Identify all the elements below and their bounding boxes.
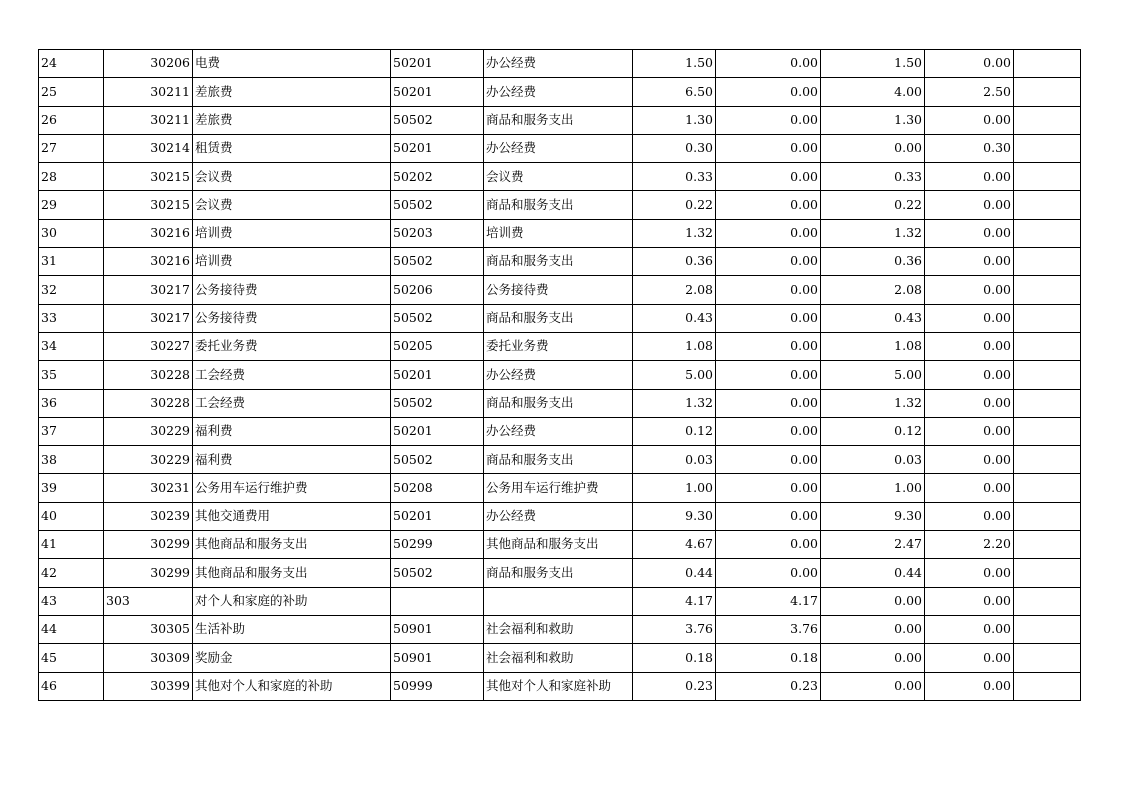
amount-public: 1.32 <box>821 389 925 417</box>
table-row <box>39 78 1081 106</box>
amount-other: 0.00 <box>925 276 1014 304</box>
amount-basic: 0.00 <box>716 304 821 332</box>
amount-total: 0.22 <box>633 191 716 219</box>
amount-total: 0.36 <box>633 248 716 276</box>
empty-cell <box>1014 474 1081 502</box>
table-row <box>39 389 1081 417</box>
row-number: 39 <box>39 474 104 502</box>
amount-basic: 0.00 <box>716 531 821 559</box>
economic-category-name: 福利费 <box>193 417 391 445</box>
amount-total: 0.18 <box>633 644 716 672</box>
amount-total: 0.12 <box>633 417 716 445</box>
row-number: 27 <box>39 134 104 162</box>
gov-category-name: 办公经费 <box>484 134 633 162</box>
table-row <box>39 615 1081 643</box>
economic-category-code: 30214 <box>104 134 193 162</box>
row-number: 30 <box>39 219 104 247</box>
table-row <box>39 672 1081 700</box>
amount-total: 1.00 <box>633 474 716 502</box>
gov-category-code: 50205 <box>391 332 484 360</box>
gov-category-name: 商品和服务支出 <box>484 559 633 587</box>
economic-category-code: 30206 <box>104 50 193 78</box>
economic-category-name: 奖励金 <box>193 644 391 672</box>
table-row <box>39 191 1081 219</box>
amount-other: 0.00 <box>925 417 1014 445</box>
amount-total: 6.50 <box>633 78 716 106</box>
amount-other: 0.00 <box>925 304 1014 332</box>
amount-other: 0.00 <box>925 361 1014 389</box>
gov-category-name: 办公经费 <box>484 361 633 389</box>
empty-cell <box>1014 134 1081 162</box>
economic-category-name: 工会经费 <box>193 361 391 389</box>
gov-category-code: 50901 <box>391 615 484 643</box>
amount-public: 0.12 <box>821 417 925 445</box>
row-number: 45 <box>39 644 104 672</box>
amount-public: 0.36 <box>821 248 925 276</box>
gov-category-name: 社会福利和救助 <box>484 615 633 643</box>
empty-cell <box>1014 78 1081 106</box>
economic-category-name: 其他商品和服务支出 <box>193 559 391 587</box>
economic-category-name: 会议费 <box>193 191 391 219</box>
empty-cell <box>1014 50 1081 78</box>
amount-public: 4.00 <box>821 78 925 106</box>
amount-other: 0.00 <box>925 587 1014 615</box>
table-row <box>39 474 1081 502</box>
gov-category-name: 商品和服务支出 <box>484 106 633 134</box>
row-number: 26 <box>39 106 104 134</box>
amount-other: 0.00 <box>925 446 1014 474</box>
table-row <box>39 134 1081 162</box>
economic-category-code: 30299 <box>104 531 193 559</box>
amount-basic: 3.76 <box>716 615 821 643</box>
empty-cell <box>1014 106 1081 134</box>
amount-total: 0.23 <box>633 672 716 700</box>
amount-public: 0.22 <box>821 191 925 219</box>
amount-other: 0.00 <box>925 644 1014 672</box>
amount-public: 0.03 <box>821 446 925 474</box>
amount-other: 0.00 <box>925 50 1014 78</box>
table-row <box>39 559 1081 587</box>
amount-public: 1.32 <box>821 219 925 247</box>
gov-category-code: 50201 <box>391 502 484 530</box>
table-row <box>39 446 1081 474</box>
table-row <box>39 50 1081 78</box>
amount-other: 0.00 <box>925 559 1014 587</box>
gov-category-code: 50502 <box>391 191 484 219</box>
amount-basic: 0.23 <box>716 672 821 700</box>
gov-category-code: 50201 <box>391 134 484 162</box>
amount-basic: 0.00 <box>716 502 821 530</box>
empty-cell <box>1014 219 1081 247</box>
economic-category-name: 公务接待费 <box>193 276 391 304</box>
row-number: 43 <box>39 587 104 615</box>
gov-category-name: 公务用车运行维护费 <box>484 474 633 502</box>
amount-basic: 0.00 <box>716 332 821 360</box>
economic-category-name: 工会经费 <box>193 389 391 417</box>
amount-total: 0.03 <box>633 446 716 474</box>
gov-category-code: 50201 <box>391 50 484 78</box>
gov-category-code: 50502 <box>391 304 484 332</box>
empty-cell <box>1014 332 1081 360</box>
amount-other: 0.00 <box>925 191 1014 219</box>
gov-category-code: 50208 <box>391 474 484 502</box>
gov-category-code: 50502 <box>391 106 484 134</box>
amount-public: 0.44 <box>821 559 925 587</box>
gov-category-name: 办公经费 <box>484 78 633 106</box>
row-number: 41 <box>39 531 104 559</box>
empty-cell <box>1014 361 1081 389</box>
row-number: 42 <box>39 559 104 587</box>
economic-category-code: 30309 <box>104 644 193 672</box>
table-row <box>39 644 1081 672</box>
row-number: 46 <box>39 672 104 700</box>
gov-category-code: 50999 <box>391 672 484 700</box>
economic-category-code: 30299 <box>104 559 193 587</box>
amount-public: 0.00 <box>821 134 925 162</box>
gov-category-name: 办公经费 <box>484 417 633 445</box>
table-row <box>39 417 1081 445</box>
amount-basic: 0.00 <box>716 248 821 276</box>
economic-category-name: 差旅费 <box>193 106 391 134</box>
gov-category-name: 办公经费 <box>484 50 633 78</box>
amount-total: 4.67 <box>633 531 716 559</box>
empty-cell <box>1014 559 1081 587</box>
gov-category-code: 50502 <box>391 559 484 587</box>
gov-category-name: 商品和服务支出 <box>484 304 633 332</box>
economic-category-code: 30211 <box>104 106 193 134</box>
amount-public: 0.00 <box>821 672 925 700</box>
economic-category-name: 培训费 <box>193 219 391 247</box>
economic-category-name: 公务接待费 <box>193 304 391 332</box>
economic-category-code: 303 <box>104 587 193 615</box>
economic-category-name: 福利费 <box>193 446 391 474</box>
amount-basic: 0.00 <box>716 191 821 219</box>
empty-cell <box>1014 248 1081 276</box>
economic-category-name: 委托业务费 <box>193 332 391 360</box>
amount-basic: 0.00 <box>716 446 821 474</box>
empty-cell <box>1014 615 1081 643</box>
gov-category-code: 50502 <box>391 446 484 474</box>
table-row <box>39 248 1081 276</box>
amount-basic: 0.00 <box>716 417 821 445</box>
gov-category-code: 50202 <box>391 163 484 191</box>
row-number: 35 <box>39 361 104 389</box>
amount-public: 0.00 <box>821 644 925 672</box>
row-number: 24 <box>39 50 104 78</box>
amount-basic: 0.00 <box>716 474 821 502</box>
gov-category-code: 50201 <box>391 361 484 389</box>
amount-other: 2.20 <box>925 531 1014 559</box>
gov-category-name: 委托业务费 <box>484 332 633 360</box>
amount-other: 0.00 <box>925 248 1014 276</box>
empty-cell <box>1014 163 1081 191</box>
economic-category-name: 对个人和家庭的补助 <box>193 587 391 615</box>
amount-total: 4.17 <box>633 587 716 615</box>
amount-other: 0.00 <box>925 389 1014 417</box>
amount-total: 2.08 <box>633 276 716 304</box>
table-row <box>39 587 1081 615</box>
amount-total: 3.76 <box>633 615 716 643</box>
economic-category-code: 30399 <box>104 672 193 700</box>
gov-category-code: 50299 <box>391 531 484 559</box>
economic-category-code: 30239 <box>104 502 193 530</box>
gov-category-code: 50201 <box>391 417 484 445</box>
amount-basic: 0.00 <box>716 50 821 78</box>
economic-category-name: 电费 <box>193 50 391 78</box>
amount-basic: 0.00 <box>716 134 821 162</box>
economic-category-code: 30305 <box>104 615 193 643</box>
table-body <box>39 50 1081 701</box>
economic-category-name: 会议费 <box>193 163 391 191</box>
row-number: 40 <box>39 502 104 530</box>
empty-cell <box>1014 304 1081 332</box>
amount-basic: 0.00 <box>716 559 821 587</box>
empty-cell <box>1014 587 1081 615</box>
gov-category-code: 50206 <box>391 276 484 304</box>
amount-basic: 4.17 <box>716 587 821 615</box>
economic-category-name: 其他对个人和家庭的补助 <box>193 672 391 700</box>
amount-public: 2.47 <box>821 531 925 559</box>
empty-cell <box>1014 276 1081 304</box>
amount-basic: 0.00 <box>716 163 821 191</box>
economic-category-code: 30227 <box>104 332 193 360</box>
gov-category-code: 50502 <box>391 248 484 276</box>
amount-other: 0.30 <box>925 134 1014 162</box>
economic-category-code: 30211 <box>104 78 193 106</box>
amount-total: 1.08 <box>633 332 716 360</box>
gov-category-name: 办公经费 <box>484 502 633 530</box>
amount-total: 1.32 <box>633 219 716 247</box>
table-row <box>39 531 1081 559</box>
amount-other: 0.00 <box>925 615 1014 643</box>
economic-category-name: 公务用车运行维护费 <box>193 474 391 502</box>
amount-public: 1.50 <box>821 50 925 78</box>
row-number: 34 <box>39 332 104 360</box>
row-number: 25 <box>39 78 104 106</box>
gov-category-code: 50901 <box>391 644 484 672</box>
amount-total: 9.30 <box>633 502 716 530</box>
empty-cell <box>1014 191 1081 219</box>
budget-table <box>38 49 1081 701</box>
gov-category-name: 其他对个人和家庭补助 <box>484 672 633 700</box>
amount-basic: 0.00 <box>716 106 821 134</box>
economic-category-code: 30216 <box>104 248 193 276</box>
amount-total: 0.43 <box>633 304 716 332</box>
gov-category-name: 培训费 <box>484 219 633 247</box>
economic-category-code: 30216 <box>104 219 193 247</box>
amount-public: 1.08 <box>821 332 925 360</box>
amount-public: 5.00 <box>821 361 925 389</box>
table-row <box>39 219 1081 247</box>
economic-category-code: 30215 <box>104 191 193 219</box>
table-row <box>39 304 1081 332</box>
empty-cell <box>1014 502 1081 530</box>
amount-other: 2.50 <box>925 78 1014 106</box>
amount-other: 0.00 <box>925 332 1014 360</box>
row-number: 29 <box>39 191 104 219</box>
empty-cell <box>1014 644 1081 672</box>
amount-basic: 0.00 <box>716 78 821 106</box>
amount-basic: 0.00 <box>716 361 821 389</box>
row-number: 44 <box>39 615 104 643</box>
amount-public: 0.00 <box>821 615 925 643</box>
economic-category-name: 培训费 <box>193 248 391 276</box>
row-number: 28 <box>39 163 104 191</box>
amount-total: 0.30 <box>633 134 716 162</box>
economic-category-name: 生活补助 <box>193 615 391 643</box>
amount-other: 0.00 <box>925 502 1014 530</box>
gov-category-code: 50203 <box>391 219 484 247</box>
economic-category-name: 差旅费 <box>193 78 391 106</box>
amount-basic: 0.00 <box>716 219 821 247</box>
empty-cell <box>1014 531 1081 559</box>
gov-category-name: 商品和服务支出 <box>484 389 633 417</box>
gov-category-code: 50502 <box>391 389 484 417</box>
gov-category-name: 公务接待费 <box>484 276 633 304</box>
economic-category-name: 租赁费 <box>193 134 391 162</box>
economic-category-code: 30215 <box>104 163 193 191</box>
amount-public: 1.30 <box>821 106 925 134</box>
gov-category-name: 会议费 <box>484 163 633 191</box>
amount-public: 9.30 <box>821 502 925 530</box>
row-number: 38 <box>39 446 104 474</box>
gov-category-name: 商品和服务支出 <box>484 248 633 276</box>
economic-category-code: 30231 <box>104 474 193 502</box>
table-row <box>39 106 1081 134</box>
amount-public: 1.00 <box>821 474 925 502</box>
gov-category-name: 其他商品和服务支出 <box>484 531 633 559</box>
table-row <box>39 332 1081 360</box>
amount-other: 0.00 <box>925 474 1014 502</box>
row-number: 32 <box>39 276 104 304</box>
table-row <box>39 361 1081 389</box>
table-row <box>39 163 1081 191</box>
table-row <box>39 276 1081 304</box>
amount-basic: 0.18 <box>716 644 821 672</box>
gov-category-code: 50201 <box>391 78 484 106</box>
economic-category-code: 30228 <box>104 389 193 417</box>
amount-other: 0.00 <box>925 106 1014 134</box>
gov-category-name: 社会福利和救助 <box>484 644 633 672</box>
economic-category-code: 30217 <box>104 304 193 332</box>
economic-category-code: 30228 <box>104 361 193 389</box>
empty-cell <box>1014 389 1081 417</box>
amount-basic: 0.00 <box>716 276 821 304</box>
empty-cell <box>1014 446 1081 474</box>
amount-other: 0.00 <box>925 163 1014 191</box>
amount-total: 1.30 <box>633 106 716 134</box>
economic-category-code: 30229 <box>104 446 193 474</box>
gov-category-name: 商品和服务支出 <box>484 191 633 219</box>
amount-total: 1.32 <box>633 389 716 417</box>
gov-category-name <box>484 587 633 615</box>
amount-other: 0.00 <box>925 219 1014 247</box>
amount-total: 1.50 <box>633 50 716 78</box>
economic-category-code: 30217 <box>104 276 193 304</box>
amount-total: 0.33 <box>633 163 716 191</box>
empty-cell <box>1014 672 1081 700</box>
row-number: 31 <box>39 248 104 276</box>
row-number: 37 <box>39 417 104 445</box>
amount-basic: 0.00 <box>716 389 821 417</box>
gov-category-code <box>391 587 484 615</box>
amount-public: 0.43 <box>821 304 925 332</box>
economic-category-name: 其他商品和服务支出 <box>193 531 391 559</box>
empty-cell <box>1014 417 1081 445</box>
amount-other: 0.00 <box>925 672 1014 700</box>
amount-public: 0.00 <box>821 587 925 615</box>
table-row <box>39 502 1081 530</box>
row-number: 33 <box>39 304 104 332</box>
amount-public: 0.33 <box>821 163 925 191</box>
amount-total: 5.00 <box>633 361 716 389</box>
amount-total: 0.44 <box>633 559 716 587</box>
economic-category-name: 其他交通费用 <box>193 502 391 530</box>
economic-category-code: 30229 <box>104 417 193 445</box>
gov-category-name: 商品和服务支出 <box>484 446 633 474</box>
row-number: 36 <box>39 389 104 417</box>
amount-public: 2.08 <box>821 276 925 304</box>
